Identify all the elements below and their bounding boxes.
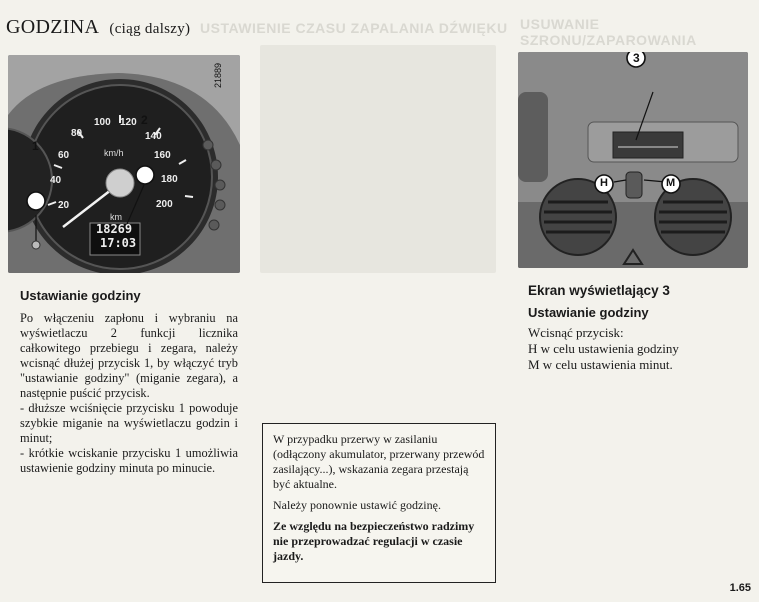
clock-display: 17:03: [100, 236, 137, 250]
page-title: [6, 16, 190, 39]
warning-text: W przypadku przerwy w zasilaniu (odłączony akumulator, przerwany przewód zasilający...), wskazania zegara przestają być aktualne.: [273, 432, 485, 491]
left-column: [20, 288, 238, 476]
speed-tick-60: 60: [58, 150, 70, 161]
dashboard-vents-figure: [518, 52, 748, 268]
ghost-heading-center: USTAWIENIE CZASU ZAPALANIA DŹWIĘKU: [200, 20, 508, 36]
callout-label-1: 1: [32, 139, 39, 153]
left-heading: Ustawianie godziny: [20, 288, 141, 303]
instrument-cluster-figure: [8, 55, 240, 273]
left-bullet-1: - dłuższe wciśnięcie przycisku 1 powoduje szybkie miganie na wyświetlaczu godzin i minut;: [20, 401, 238, 445]
left-body: Po włączeniu zapłonu i wybraniu na wyświetlaczu 2 funkcji licznika całkowitego przebiegu i zegara, należy wcisnąć dłużej przycisk 1, by włączyć tryb "ustawianie godziny" (miganie zegara), a następnie puścić przycisk.: [20, 311, 238, 400]
page-number: 1.65: [729, 582, 751, 594]
figure-number: 21889: [213, 63, 223, 89]
speed-tick-20: 20: [58, 200, 70, 211]
odometer-unit-label: km: [110, 212, 122, 222]
right-line-1: Wcisnąć przycisk:: [528, 325, 624, 340]
speed-tick-180: 180: [161, 174, 178, 185]
speed-tick-80: 80: [71, 128, 83, 139]
callout-label-3: 3: [633, 52, 640, 65]
title-subtitle: (ciąg dalszy): [109, 21, 191, 37]
callout-label-h: H: [600, 177, 608, 189]
dashboard-vents-illustration: [518, 52, 748, 268]
warning-box: [262, 423, 496, 583]
right-heading: Ekran wyświetlający 3: [528, 283, 670, 298]
right-line-3: M w celu ustawienia minut.: [528, 357, 673, 372]
speed-tick-140: 140: [145, 131, 162, 142]
odometer-display: 18269: [96, 222, 133, 236]
center-ghost-figure: [260, 45, 496, 273]
callout-label-2: 2: [141, 113, 148, 127]
callout-circle-2: [136, 166, 154, 184]
callout-circle-1: [27, 192, 45, 210]
right-subheading: Ustawianie godziny: [528, 305, 649, 320]
left-bullet-2: - krótkie wciskanie przycisku 1 umożliwia ustawienie godziny minuta po minucie.: [20, 446, 238, 475]
callout-label-m: M: [666, 177, 676, 189]
speed-tick-160: 160: [154, 150, 171, 161]
speed-unit-label: km/h: [104, 148, 124, 158]
warning-text-2: Należy ponownie ustawić godzinę.: [273, 498, 441, 512]
speed-tick-100: 100: [94, 117, 111, 128]
warning-bold: Ze względu na bezpieczeństwo radzimy nie przeprowadzać regulacji w czasie jazdy.: [273, 519, 475, 563]
ghost-heading-right: USUWANIE SZRONU/ZAPAROWANIA: [520, 16, 697, 48]
speed-tick-120: 120: [120, 117, 137, 128]
title-main: GODZINA: [6, 16, 99, 38]
right-line-2: H w celu ustawienia godziny: [528, 341, 679, 356]
speed-tick-40: 40: [50, 175, 62, 186]
right-column: [528, 283, 738, 373]
speed-tick-200: 200: [156, 199, 173, 210]
